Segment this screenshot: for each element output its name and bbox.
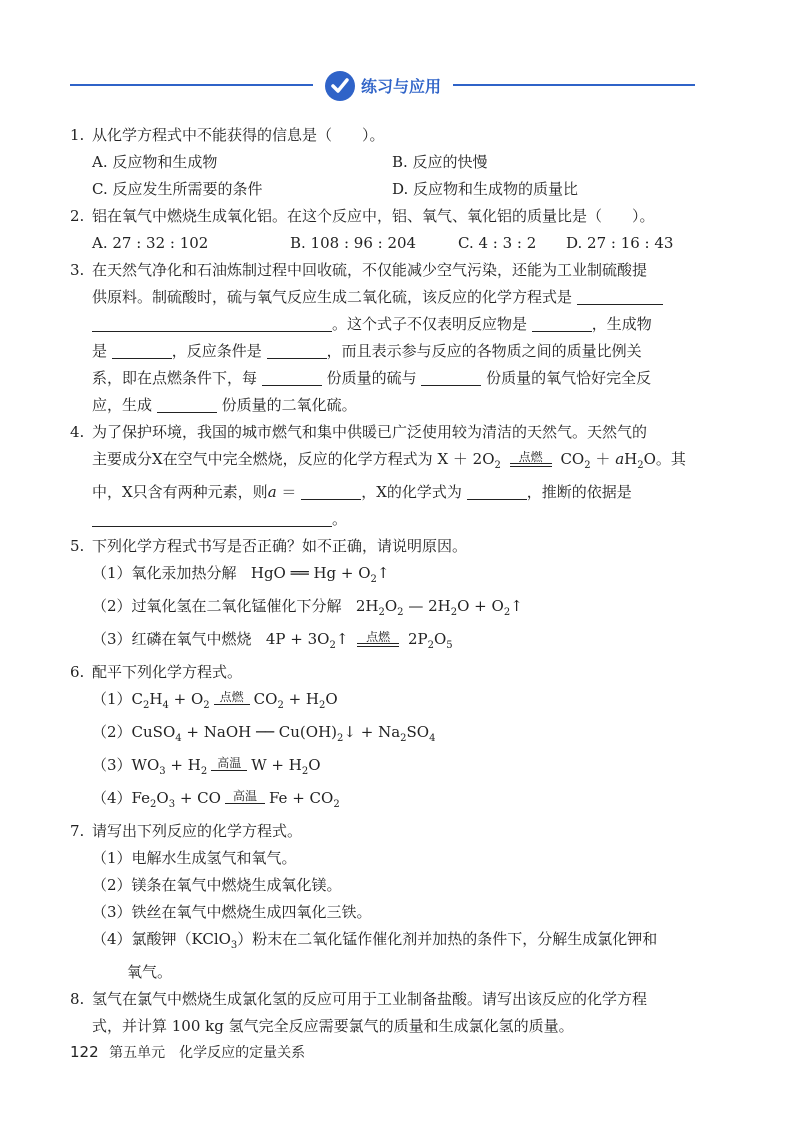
practice-icon: [325, 71, 355, 101]
question-6: 6. 配平下列化学方程式。: [70, 663, 243, 681]
option-c: C. 反应发生所需要的条件: [92, 180, 263, 198]
question-7: 7. 请写出下列反应的化学方程式。: [70, 822, 303, 840]
answer-blank[interactable]: [421, 367, 481, 386]
question-5-item-2: （2）过氧化氢在二氧化锰催化下分解 $2H_2O_2$ — $2H_2O$ + $O_2↑$: [92, 597, 523, 618]
question-3: 3. 在天然气净化和石油炼制过程中回收硫，不仅能减少空气污染，还能为工业制硫酸提 供原料。制硫酸时，硫与氧气反应生成二氧化硫，该反应的化学方程式是 。这个式子不仅表明反应物是 ，生成物 是 ，反应条件是 ，而且表示参与反应的各物质之间的质量比例关 系，即在点燃条件下，每 份质量的硫与 份质量的氧气恰好完全反 应，生成 份质量的二氧化硫。: [70, 257, 700, 419]
question-6-item-2: （2）CuSO$_4$ + NaOH ── $Cu(OH)_2↓ + Na_2SO_4$: [92, 723, 436, 744]
question-6-item-4: $(4)Fe_2O_3$ + CO 高温 $Fe + CO_2$: [92, 789, 340, 810]
question-2-text: 铝在氧气中燃烧生成氧化铝。在这个反应中，铝、氧气、氧化铝的质量比是（ ）。: [92, 207, 655, 225]
question-7-item-2: （2）镁条在氧气中燃烧生成氧化镁。: [92, 876, 342, 894]
page-footer: [70, 1042, 305, 1062]
answer-blank[interactable]: [157, 394, 217, 413]
option-c: C. 4 : 3 : 2: [458, 234, 537, 252]
question-5-item-3: （3）红磷在氧气中燃烧 $4P + 3O_2↑$ 点燃 $2P_2O_5$: [92, 630, 453, 651]
option-a: A. 反应物和生成物: [92, 153, 218, 171]
reaction-arrow: 高温: [211, 757, 247, 771]
question-2-options: [70, 230, 700, 257]
answer-blank[interactable]: [301, 481, 361, 500]
question-7-item-4: （4）氯酸钾（KClO$_3$）粉末在二氧化锰作催化剂并加热的条件下，分解生成氯化钾和: [92, 930, 658, 951]
answer-blank[interactable]: [92, 508, 332, 527]
answer-blank[interactable]: [577, 286, 663, 305]
question-6-item-3: $(3)WO_3 + H_2$ 高温 $W + H_2O$: [92, 756, 321, 777]
answer-blank[interactable]: [262, 367, 322, 386]
option-a: A. 27 : 32 : 102: [92, 234, 209, 252]
unit-title: 第五单元 化学反应的定量关系: [109, 1045, 306, 1061]
section-title: 练习与应用: [361, 77, 442, 96]
question-7-item-1: （1）电解水生成氢气和氧气。: [92, 849, 297, 867]
option-b: B. 反应的快慢: [392, 153, 488, 171]
question-1-text: 从化学方程式中不能获得的信息是（ ）。: [92, 126, 385, 144]
header-rule-right: [453, 84, 695, 86]
question-4: 4. 为了保护环境，我国的城市燃气和集中供暖已广泛使用较为清洁的天然气。天然气的 主要成分X在空气中完全燃烧，反应的化学方程式为 $X + 2O_2$ 点燃 $CO_2 + aH_2O$。其 中，X只含有两种元素，则a ＝ ，X的化学式为 ，推断的依据是 。: [70, 423, 686, 528]
reaction-arrow: 高温: [225, 790, 265, 804]
reaction-arrow: 点燃: [214, 691, 250, 705]
exercise-list: [70, 122, 700, 1040]
reaction-arrow: 点燃: [510, 451, 552, 467]
question-2: 2. 铝在氧气中燃烧生成氧化铝。在这个反应中，铝、氧气、氧化铝的质量比是（ ）。: [70, 207, 655, 225]
question-1-options: [70, 149, 700, 203]
question-1: 1. 从化学方程式中不能获得的信息是（ ）。: [70, 126, 385, 144]
question-5: 5. 下列化学方程式书写是否正确？如不正确，请说明原因。: [70, 537, 468, 555]
answer-blank[interactable]: [92, 313, 332, 332]
option-d: D. 27 : 16 : 43: [566, 234, 674, 252]
option-d: D. 反应物和生成物的质量比: [392, 180, 579, 198]
answer-blank[interactable]: [112, 340, 172, 359]
header-rule-left: [70, 84, 313, 86]
answer-blank[interactable]: [267, 340, 327, 359]
question-7-item-4-cont: 氧气。: [127, 963, 173, 981]
question-8: 8. 氢气在氯气中燃烧生成氯化氢的反应可用于工业制备盐酸。请写出该反应的化学方程 式，并计算 100 kg 氢气完全反应需要氯气的质量和生成氯化氢的质量。: [70, 990, 648, 1035]
question-5-item-1: （1）氧化汞加热分解 HgO ══ $Hg + O_2↑$: [92, 564, 390, 585]
option-b: B. 108 : 96 : 204: [290, 234, 417, 252]
section-header: [70, 70, 695, 104]
question-7-item-3: （3）铁丝在氧气中燃烧生成四氧化三铁。: [92, 903, 372, 921]
answer-blank[interactable]: [467, 481, 527, 500]
page-number: 122: [70, 1043, 99, 1061]
answer-blank[interactable]: [532, 313, 592, 332]
reaction-arrow: 点燃: [357, 631, 399, 647]
question-6-item-1: $(1)C_2H_4 + O_2$ 点燃 $CO_2 + H_2O$: [92, 690, 338, 711]
